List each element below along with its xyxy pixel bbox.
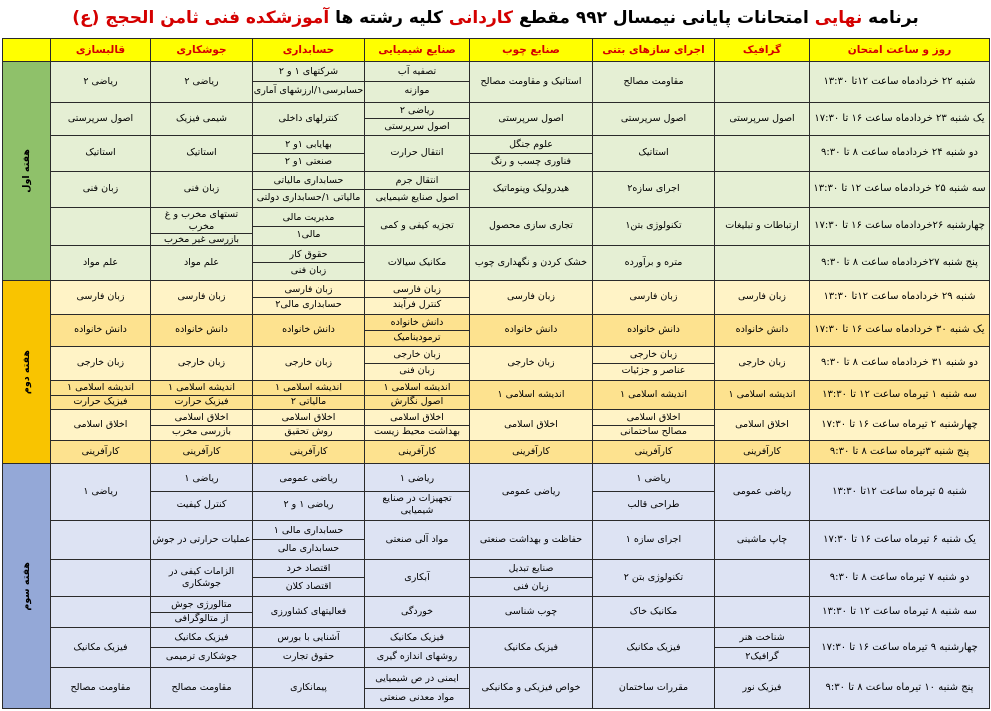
schedule-row bbox=[3, 628, 990, 668]
welding-cell: الزامات کیفی در جوشکاری bbox=[151, 559, 253, 597]
subject-line: کنترل فرآیند bbox=[365, 297, 469, 313]
mold-cell: مقاومت مصالح bbox=[51, 668, 151, 709]
graphic-cell: ارتباطات و تبلیغات bbox=[715, 208, 810, 246]
subject-line: بازرسی مخرب bbox=[151, 425, 252, 440]
chemical-cell: انتقال حرارت bbox=[365, 136, 470, 171]
mold-cell: ریاضی ۲ bbox=[51, 62, 151, 103]
subject-line: متالورژی جوش bbox=[171, 598, 232, 610]
subject-line: تصفیه آب bbox=[397, 66, 437, 78]
subject-line: حسابداری مالی ۱ bbox=[273, 524, 344, 536]
subject-line: بهداشت محیط زیست bbox=[365, 425, 469, 440]
subject-line: اندیشه اسلامی ۱ bbox=[168, 382, 235, 394]
subject-line: اندیشه اسلامی ۱ bbox=[275, 382, 342, 394]
chemical-cell: تجزیه کیفی و کمی bbox=[365, 208, 470, 246]
subject-line: حقوق تجارت bbox=[253, 647, 364, 666]
graphic-cell bbox=[715, 597, 810, 628]
welding-cell: زبان فنی bbox=[151, 171, 253, 208]
wood-cell: استاتیک و مقاومت مصالح bbox=[470, 62, 593, 103]
subject-line: تستهای مخرب و غ مخرب bbox=[164, 209, 239, 233]
exam-day-cell: سه شنبه ۲۵ خردادماه ساعت ۱۲ تا ۱۳:۳۰ bbox=[810, 171, 990, 208]
concrete-cell: زبان فارسی bbox=[593, 281, 715, 314]
welding-cell: ریاضی ۲ bbox=[151, 62, 253, 103]
graphic-cell bbox=[715, 136, 810, 171]
wood-cell: ریاضی عمومی bbox=[470, 463, 593, 520]
title-part: امتحانات پایانی نیمسال ۹۹۲ مقطع bbox=[513, 8, 815, 28]
wood-cell: خشک کردن و نگهداری چوب bbox=[470, 245, 593, 280]
header-accounting: حسابداری bbox=[253, 39, 365, 62]
welding-cell: دانش خانواده bbox=[151, 314, 253, 346]
mold-cell bbox=[51, 520, 151, 559]
schedule-row bbox=[3, 559, 990, 597]
welding-cell: زبان خارجی bbox=[151, 346, 253, 380]
chemical-cell: مواد آلی صنعتی bbox=[365, 520, 470, 559]
mold-cell: زبان فارسی bbox=[51, 281, 151, 314]
chemical-cell bbox=[365, 463, 470, 520]
exam-day-cell: دو شنبه ۲۴ خردادماه ساعت ۸ تا ۹:۳۰ bbox=[810, 136, 990, 171]
chemical-cell: کارآفرینی bbox=[365, 441, 470, 464]
exam-day-cell: چهارشنبه ۲۶خردادماه ساعت ۱۶ تا ۱۷:۳۰ bbox=[810, 208, 990, 246]
subject-line: فیزیک حرارت bbox=[51, 395, 150, 409]
subject-line: مدیریت مالی bbox=[282, 211, 335, 223]
chemical-cell: آبکاری bbox=[365, 559, 470, 597]
exam-schedule-table bbox=[2, 38, 990, 709]
subject-line: اصول سرپرستی bbox=[365, 118, 469, 134]
wood-cell: اصول سرپرستی bbox=[470, 102, 593, 135]
subject-line: فیزیک مکانیک bbox=[174, 632, 229, 644]
subject-line: اخلاق اسلامی bbox=[626, 411, 681, 423]
welding-cell bbox=[151, 628, 253, 668]
header-wood: صنایع چوب bbox=[470, 39, 593, 62]
page-title bbox=[0, 0, 991, 36]
title-highlight: نهایی bbox=[814, 8, 863, 28]
welding-cell bbox=[151, 208, 253, 246]
subject-line: زبان فنی bbox=[253, 262, 364, 279]
exam-day-cell: شنبه ۵ تیرماه ساعت ۱۲تا ۱۳:۳۰ bbox=[810, 463, 990, 520]
header-chemical: صنایع شیمیایی bbox=[365, 39, 470, 62]
graphic-cell: فیزیک نور bbox=[715, 668, 810, 709]
accounting-cell bbox=[253, 281, 365, 314]
chemical-cell bbox=[365, 410, 470, 441]
chemical-cell bbox=[365, 346, 470, 380]
schedule-row bbox=[3, 381, 990, 410]
subject-line: مصالح ساختمانی bbox=[593, 425, 714, 440]
schedule-row bbox=[3, 171, 990, 208]
concrete-cell bbox=[593, 463, 715, 520]
week-label bbox=[3, 62, 51, 281]
subject-line: زبان فارسی bbox=[284, 283, 333, 295]
subject-line: صنعتی ۱و ۲ bbox=[253, 153, 364, 170]
graphic-cell bbox=[715, 171, 810, 208]
accounting-cell: کنترلهای داخلی bbox=[253, 102, 365, 135]
schedule-row bbox=[3, 314, 990, 346]
accounting-cell: دانش خانواده bbox=[253, 314, 365, 346]
subject-line: ریاضی ۱ و ۲ bbox=[253, 491, 364, 518]
schedule-row bbox=[3, 62, 990, 103]
week-label bbox=[3, 281, 51, 464]
exam-day-cell: پنج شنبه ۳تیرماه ساعت ۸ تا ۹:۳۰ bbox=[810, 441, 990, 464]
subject-line: تجهیزات در صنایع شیمیایی bbox=[365, 491, 469, 518]
exam-day-cell: دو شنبه ۷ تیرماه ساعت ۸ تا ۹:۳۰ bbox=[810, 559, 990, 597]
accounting-cell bbox=[253, 381, 365, 410]
accounting-cell bbox=[253, 463, 365, 520]
concrete-cell bbox=[593, 346, 715, 380]
exam-day-cell: شنبه ۲۹ خردادماه ساعت ۱۲تا ۱۳:۳۰ bbox=[810, 281, 990, 314]
exam-day-cell: سه شنبه ۱ تیرماه ساعت ۱۲ تا ۱۳:۳۰ bbox=[810, 381, 990, 410]
subject-line: انتقال جرم bbox=[395, 174, 439, 186]
subject-line: جوشکاری ترمیمی bbox=[151, 647, 252, 666]
subject-line: بهایابی ۱و ۲ bbox=[285, 139, 332, 151]
schedule-row bbox=[3, 441, 990, 464]
subject-line: ریاضی ۲ bbox=[399, 105, 435, 117]
wood-cell bbox=[470, 559, 593, 597]
title-part: کلیه رشته ها bbox=[329, 8, 449, 28]
schedule-row bbox=[3, 463, 990, 520]
subject-line: بازرسی غیر مخرب bbox=[151, 233, 252, 245]
welding-cell: مقاومت مصالح bbox=[151, 668, 253, 709]
graphic-cell: ریاضی عمومی bbox=[715, 463, 810, 520]
mold-cell: اصول سرپرستی bbox=[51, 102, 151, 135]
graphic-cell: اصول سرپرستی bbox=[715, 102, 810, 135]
accounting-cell: فعالیتهای کشاورزی bbox=[253, 597, 365, 628]
subject-line: ریاضی عمومی bbox=[279, 472, 338, 484]
mold-cell: ریاضی ۱ bbox=[51, 463, 151, 520]
chemical-cell bbox=[365, 314, 470, 346]
title-highlight: کاردانی bbox=[448, 8, 514, 28]
mold-cell bbox=[51, 381, 151, 410]
welding-cell: عملیات حرارتی در جوش bbox=[151, 520, 253, 559]
graphic-cell bbox=[715, 559, 810, 597]
subject-line: فیزیک مکانیک bbox=[389, 632, 445, 644]
graphic-cell bbox=[715, 245, 810, 280]
week-label-text: هفته اول bbox=[20, 149, 32, 193]
subject-line: اصول صنایع شیمیایی bbox=[365, 189, 469, 206]
header-welding: جوشکاری bbox=[151, 39, 253, 62]
subject-line: زبان فنی bbox=[365, 363, 469, 379]
exam-day-cell: چهارشنبه ۹ تیرماه ساعت ۱۶ تا ۱۷:۳۰ bbox=[810, 628, 990, 668]
subject-line: عناصر و جزئیات bbox=[593, 363, 714, 379]
exam-day-cell: چهارشنبه ۲ تیرماه ساعت ۱۶ تا ۱۷:۳۰ bbox=[810, 410, 990, 441]
subject-line: حسابداری مالی bbox=[253, 539, 364, 557]
subject-line: علوم جنگل bbox=[509, 139, 553, 151]
subject-line: حسابرسی۱/ارزشهای آماری bbox=[253, 81, 364, 100]
subject-line: اقتصاد کلان bbox=[253, 577, 364, 595]
concrete-cell: متره و برآورده bbox=[593, 245, 715, 280]
subject-line: روش تحقیق bbox=[253, 425, 364, 440]
subject-line: کنترل کیفیت bbox=[151, 491, 252, 518]
subject-line: مالی۱ bbox=[253, 226, 364, 244]
concrete-cell: دانش خانواده bbox=[593, 314, 715, 346]
chemical-cell: خوردگی bbox=[365, 597, 470, 628]
mold-cell: کارآفرینی bbox=[51, 441, 151, 464]
exam-day-cell: سه شنبه ۸ تیرماه ساعت ۱۲ تا ۱۳:۳۰ bbox=[810, 597, 990, 628]
graphic-cell: زبان خارجی bbox=[715, 346, 810, 380]
wood-cell: فیزیک مکانیک bbox=[470, 628, 593, 668]
week-label-text: هفته دوم bbox=[20, 349, 32, 395]
mold-cell: زبان خارجی bbox=[51, 346, 151, 380]
exam-day-cell: پنج شنبه ۱۰ تیرماه ساعت ۸ تا ۹:۳۰ bbox=[810, 668, 990, 709]
welding-cell bbox=[151, 463, 253, 520]
wood-cell: اخلاق اسلامی bbox=[470, 410, 593, 441]
subject-line: زبان فنی bbox=[470, 577, 592, 595]
subject-line: فناوری چسب و رنگ bbox=[470, 153, 592, 170]
exam-day-cell: دو شنبه ۳۱ خردادماه ساعت ۸ تا ۹:۳۰ bbox=[810, 346, 990, 380]
schedule-row bbox=[3, 102, 990, 135]
header-mold: قالبسازی bbox=[51, 39, 151, 62]
chemical-cell bbox=[365, 381, 470, 410]
schedule-row bbox=[3, 520, 990, 559]
subject-line: صنایع تبدیل bbox=[508, 563, 554, 575]
concrete-cell: استاتیک bbox=[593, 136, 715, 171]
exam-day-cell: شنبه ۲۲ خردادماه ساعت ۱۲تا ۱۳:۳۰ bbox=[810, 62, 990, 103]
concrete-cell: تکنولوژی بتن۱ bbox=[593, 208, 715, 246]
subject-line: موازنه bbox=[365, 81, 469, 100]
header-graphic: گرافیک bbox=[715, 39, 810, 62]
concrete-cell: فیزیک مکانیک bbox=[593, 628, 715, 668]
schedule-row bbox=[3, 597, 990, 628]
header-week bbox=[3, 39, 51, 62]
wood-cell: هیدرولیک وپنوماتیک bbox=[470, 171, 593, 208]
exam-day-cell: یک شنبه ۲۳ خردادماه ساعت ۱۶ تا ۱۷:۳۰ bbox=[810, 102, 990, 135]
exam-day-cell: یک شنبه ۶ تیرماه ساعت ۱۶ تا ۱۷:۳۰ bbox=[810, 520, 990, 559]
accounting-cell bbox=[253, 208, 365, 246]
subject-line: ریاضی ۱ bbox=[399, 472, 435, 484]
mold-cell bbox=[51, 559, 151, 597]
subject-line: اخلاق اسلامی bbox=[281, 411, 336, 423]
welding-cell: زبان فارسی bbox=[151, 281, 253, 314]
subject-line: زبان خارجی bbox=[629, 349, 678, 361]
concrete-cell: تکنولوژی بتن ۲ bbox=[593, 559, 715, 597]
mold-cell bbox=[51, 208, 151, 246]
subject-line: زبان خارجی bbox=[393, 349, 441, 361]
subject-line: حسابداری مالیاتی bbox=[273, 174, 344, 186]
concrete-cell: اجرای سازه۲ bbox=[593, 171, 715, 208]
subject-line: ریاضی ۱ bbox=[184, 472, 219, 484]
accounting-cell bbox=[253, 628, 365, 668]
accounting-cell bbox=[253, 171, 365, 208]
mold-cell: علم مواد bbox=[51, 245, 151, 280]
graphic-cell bbox=[715, 62, 810, 103]
schedule-row bbox=[3, 346, 990, 380]
wood-cell: چوب شناسی bbox=[470, 597, 593, 628]
concrete-cell: کارآفرینی bbox=[593, 441, 715, 464]
wood-cell: کارآفرینی bbox=[470, 441, 593, 464]
accounting-cell bbox=[253, 62, 365, 103]
subject-line: مالیاتی ۱/حسابداری دولتی bbox=[253, 189, 364, 206]
title-part: برنامه bbox=[862, 8, 919, 28]
subject-line: طراحی قالب bbox=[593, 491, 714, 518]
mold-cell: فیزیک مکانیک bbox=[51, 628, 151, 668]
accounting-cell bbox=[253, 410, 365, 441]
welding-cell: علم مواد bbox=[151, 245, 253, 280]
subject-line: دانش خانواده bbox=[390, 316, 444, 328]
accounting-cell: کارآفرینی bbox=[253, 441, 365, 464]
welding-cell bbox=[151, 597, 253, 628]
subject-line: اندیشه اسلامی ۱ bbox=[67, 382, 134, 394]
wood-cell: دانش خانواده bbox=[470, 314, 593, 346]
header-row bbox=[3, 39, 990, 62]
wood-cell bbox=[470, 136, 593, 171]
graphic-cell: چاپ ماشینی bbox=[715, 520, 810, 559]
chemical-cell: مکانیک سیالات bbox=[365, 245, 470, 280]
subject-line: ایمنی در ص شیمیایی bbox=[375, 672, 459, 684]
chemical-cell bbox=[365, 628, 470, 668]
accounting-cell bbox=[253, 520, 365, 559]
chemical-cell bbox=[365, 281, 470, 314]
wood-cell: حفاظت و بهداشت صنعتی bbox=[470, 520, 593, 559]
graphic-cell: زبان فارسی bbox=[715, 281, 810, 314]
schedule-row bbox=[3, 281, 990, 314]
mold-cell bbox=[51, 597, 151, 628]
wood-cell: اندیشه اسلامی ۱ bbox=[470, 381, 593, 410]
accounting-cell: زبان خارجی bbox=[253, 346, 365, 380]
subject-line: فیزیک حرارت bbox=[151, 395, 252, 409]
subject-line: مواد معدنی صنعتی bbox=[365, 688, 469, 707]
schedule-row bbox=[3, 245, 990, 280]
accounting-cell bbox=[253, 559, 365, 597]
subject-line: اقتصاد خرد bbox=[286, 563, 331, 575]
subject-line: شرکتهای ۱ و ۲ bbox=[278, 66, 339, 78]
concrete-cell: مقررات ساختمان bbox=[593, 668, 715, 709]
title-highlight: آموزشکده فنی ثامن الحجج (ع) bbox=[72, 8, 330, 28]
mold-cell: دانش خانواده bbox=[51, 314, 151, 346]
schedule-row bbox=[3, 668, 990, 709]
header-concrete: اجرای سازهای بتنی bbox=[593, 39, 715, 62]
graphic-cell: اندیشه اسلامی ۱ bbox=[715, 381, 810, 410]
accounting-cell: پیمانکاری bbox=[253, 668, 365, 709]
subject-line: ریاضی ۱ bbox=[636, 472, 671, 484]
welding-cell: استاتیک bbox=[151, 136, 253, 171]
mold-cell: استاتیک bbox=[51, 136, 151, 171]
accounting-cell bbox=[253, 245, 365, 280]
welding-cell bbox=[151, 410, 253, 441]
exam-day-cell: یک شنبه ۳۰ خردادماه ساعت ۱۶ تا ۱۷:۳۰ bbox=[810, 314, 990, 346]
subject-line: حقوق کار bbox=[289, 248, 328, 260]
welding-cell bbox=[151, 381, 253, 410]
welding-cell: کارآفرینی bbox=[151, 441, 253, 464]
subject-line: اخلاق اسلامی bbox=[390, 411, 444, 423]
subject-line: زبان فارسی bbox=[392, 283, 442, 295]
chemical-cell bbox=[365, 668, 470, 709]
concrete-cell: اصول سرپرستی bbox=[593, 102, 715, 135]
graphic-cell: دانش خانواده bbox=[715, 314, 810, 346]
subject-line: اخلاق اسلامی bbox=[174, 411, 229, 423]
chemical-cell bbox=[365, 102, 470, 135]
concrete-cell: مکانیک خاک bbox=[593, 597, 715, 628]
subject-line: حسابداری مالی۲ bbox=[253, 297, 364, 313]
concrete-cell: مقاومت مصالح bbox=[593, 62, 715, 103]
wood-cell: تجاری سازی محصول bbox=[470, 208, 593, 246]
wood-cell: زبان خارجی bbox=[470, 346, 593, 380]
subject-line: گرافیک۲ bbox=[715, 647, 809, 666]
week-label-text: هفته سوم bbox=[20, 561, 32, 611]
accounting-cell bbox=[253, 136, 365, 171]
schedule-row bbox=[3, 136, 990, 171]
wood-cell: خواص فیزیکی و مکانیکی bbox=[470, 668, 593, 709]
mold-cell: اخلاق اسلامی bbox=[51, 410, 151, 441]
concrete-cell bbox=[593, 410, 715, 441]
subject-line: ترمودینامیک bbox=[365, 330, 469, 345]
header-day: روز و ساعت امتحان bbox=[810, 39, 990, 62]
subject-line: اصول نگارش bbox=[365, 395, 469, 409]
subject-line: مالیاتی ۲ bbox=[253, 395, 364, 409]
schedule-row bbox=[3, 410, 990, 441]
subject-line: آشنایی با بورس bbox=[277, 632, 340, 644]
concrete-cell: اندیشه اسلامی ۱ bbox=[593, 381, 715, 410]
subject-line: آز متالوگرافی bbox=[151, 612, 252, 627]
welding-cell: شیمی فیزیک bbox=[151, 102, 253, 135]
graphic-cell: اخلاق اسلامی bbox=[715, 410, 810, 441]
exam-day-cell: پنج شنبه ۲۷خردادماه ساعت ۸ تا ۹:۳۰ bbox=[810, 245, 990, 280]
schedule-row bbox=[3, 208, 990, 246]
concrete-cell: اجرای سازه ۱ bbox=[593, 520, 715, 559]
subject-line: روشهای اندازه گیری bbox=[365, 647, 469, 666]
subject-line: اندیشه اسلامی ۱ bbox=[383, 382, 451, 394]
mold-cell: زبان فنی bbox=[51, 171, 151, 208]
week-label bbox=[3, 463, 51, 708]
graphic-cell: کارآفرینی bbox=[715, 441, 810, 464]
graphic-cell bbox=[715, 628, 810, 668]
wood-cell: زبان فارسی bbox=[470, 281, 593, 314]
subject-line: شناخت هنر bbox=[739, 632, 785, 644]
chemical-cell bbox=[365, 62, 470, 103]
chemical-cell bbox=[365, 171, 470, 208]
